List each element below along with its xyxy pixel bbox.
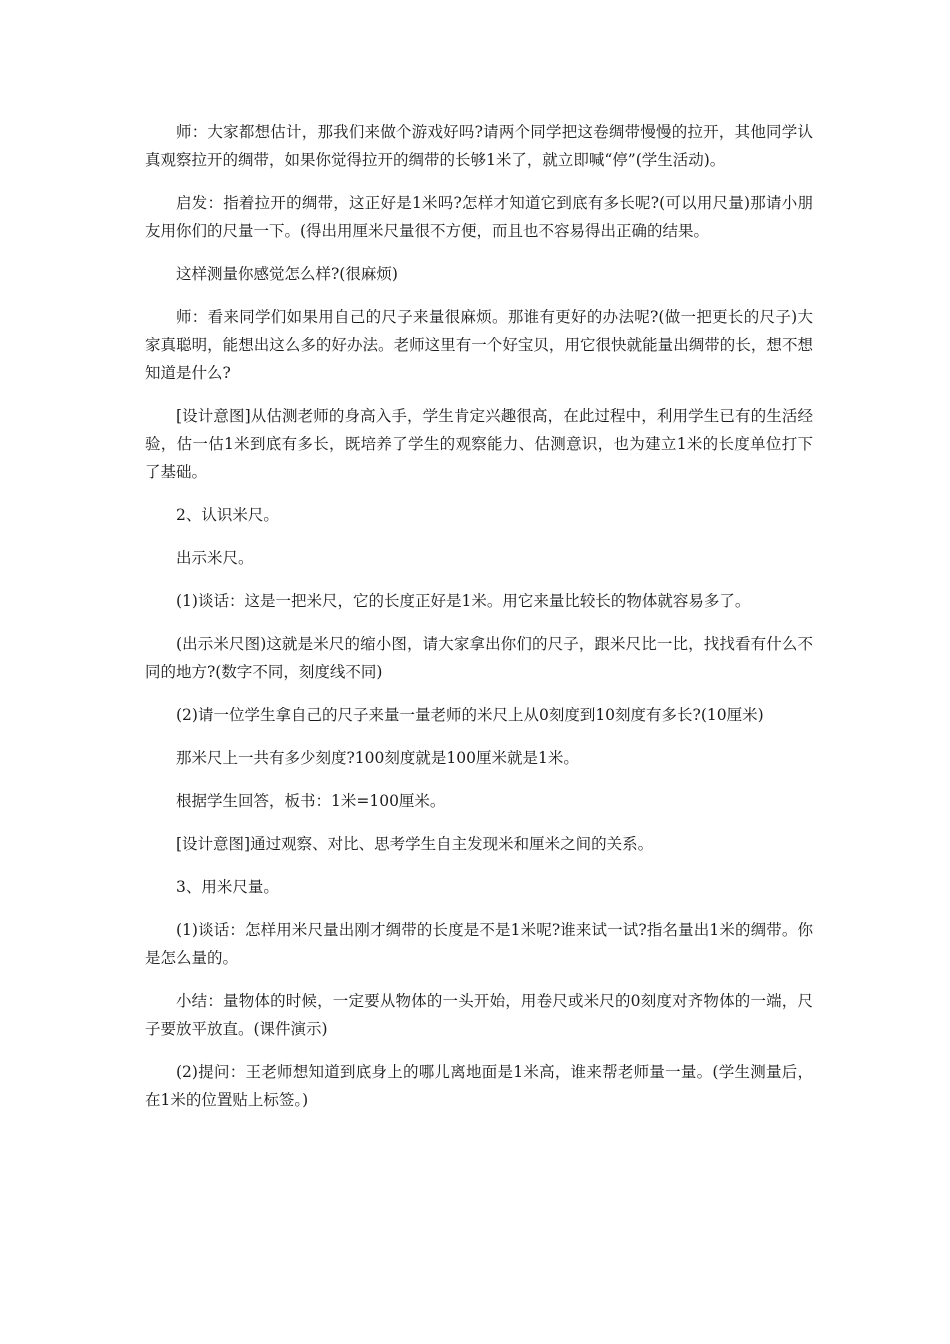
paragraph-talk-measure-ribbon: (1)谈话：怎样用米尺量出刚才绸带的长度是不是1米呢?谁来试一试?指名量出1米的绸带。你是怎么量的。 xyxy=(145,921,813,967)
paragraph-ruler-picture: (出示米尺图)这就是米尺的缩小图，请大家拿出你们的尺子，跟米尺比一比，找找看有什么不同的地方?(数字不同，刻度线不同) xyxy=(145,635,813,681)
paragraph-summary: 小结：量物体的时候，一定要从物体的一头开始，用卷尺或米尺的0刻度对齐物体的一端，尺子要放平放直。(课件演示) xyxy=(145,992,813,1038)
paragraph-feeling: 这样测量你感觉怎么样?(很麻烦) xyxy=(176,265,398,283)
document-body xyxy=(145,118,813,1129)
paragraph-game-intro: 师：大家都想估计，那我们来做个游戏好吗?请两个同学把这卷绸带慢慢的拉开，其他同学认真观察拉开的绸带，如果你觉得拉开的绸带的长够1米了，就立即喊“停”(学生活动)。 xyxy=(145,123,813,169)
section-heading-use-meter-ruler: 3、用米尺量。 xyxy=(176,878,279,896)
paragraph-design-intent-1: [设计意图]从估测老师的身高入手，学生肯定兴趣很高，在此过程中，利用学生已有的生活经验，估一估1米到底有多长，既培养了学生的观察能力、估测意识，也为建立1米的长度单位打下了基础。 xyxy=(145,407,813,481)
paragraph-question-height: (2)提问：王老师想知道到底身上的哪儿离地面是1米高，谁来帮老师量一量。(学生测量后，在1米的位置贴上标签。) xyxy=(145,1063,813,1109)
paragraph-inspiration: 启发：指着拉开的绸带，这正好是1米吗?怎样才知道它到底有多长呢?(可以用尺量)那请小朋友用你们的尺量一下。(得出用厘米尺量很不方便，而且也不容易得出正确的结果。 xyxy=(145,194,813,240)
paragraph-measure-10cm: (2)请一位学生拿自己的尺子来量一量老师的米尺上从0刻度到10刻度有多长?(10厘米) xyxy=(176,706,764,724)
paragraph-board-writing: 根据学生回答，板书：1米=100厘米。 xyxy=(176,792,446,810)
paragraph-100-marks: 那米尺上一共有多少刻度?100刻度就是100厘米就是1米。 xyxy=(176,749,579,767)
paragraph-show-ruler: 出示米尺。 xyxy=(176,549,254,567)
paragraph-design-intent-2: [设计意图]通过观察、对比、思考学生自主发现米和厘米之间的关系。 xyxy=(176,835,654,853)
section-heading-know-meter-ruler: 2、认识米尺。 xyxy=(176,506,279,524)
paragraph-talk-1: (1)谈话：这是一把米尺，它的长度正好是1米。用它来量比较长的物体就容易多了。 xyxy=(176,592,751,610)
paragraph-better-method: 师：看来同学们如果用自己的尺子来量很麻烦。那谁有更好的办法呢?(做一把更长的尺子)大家真聪明，能想出这么多的好办法。老师这里有一个好宝贝，用它很快就能量出绸带的长，想不想知道是什么? xyxy=(145,308,813,382)
